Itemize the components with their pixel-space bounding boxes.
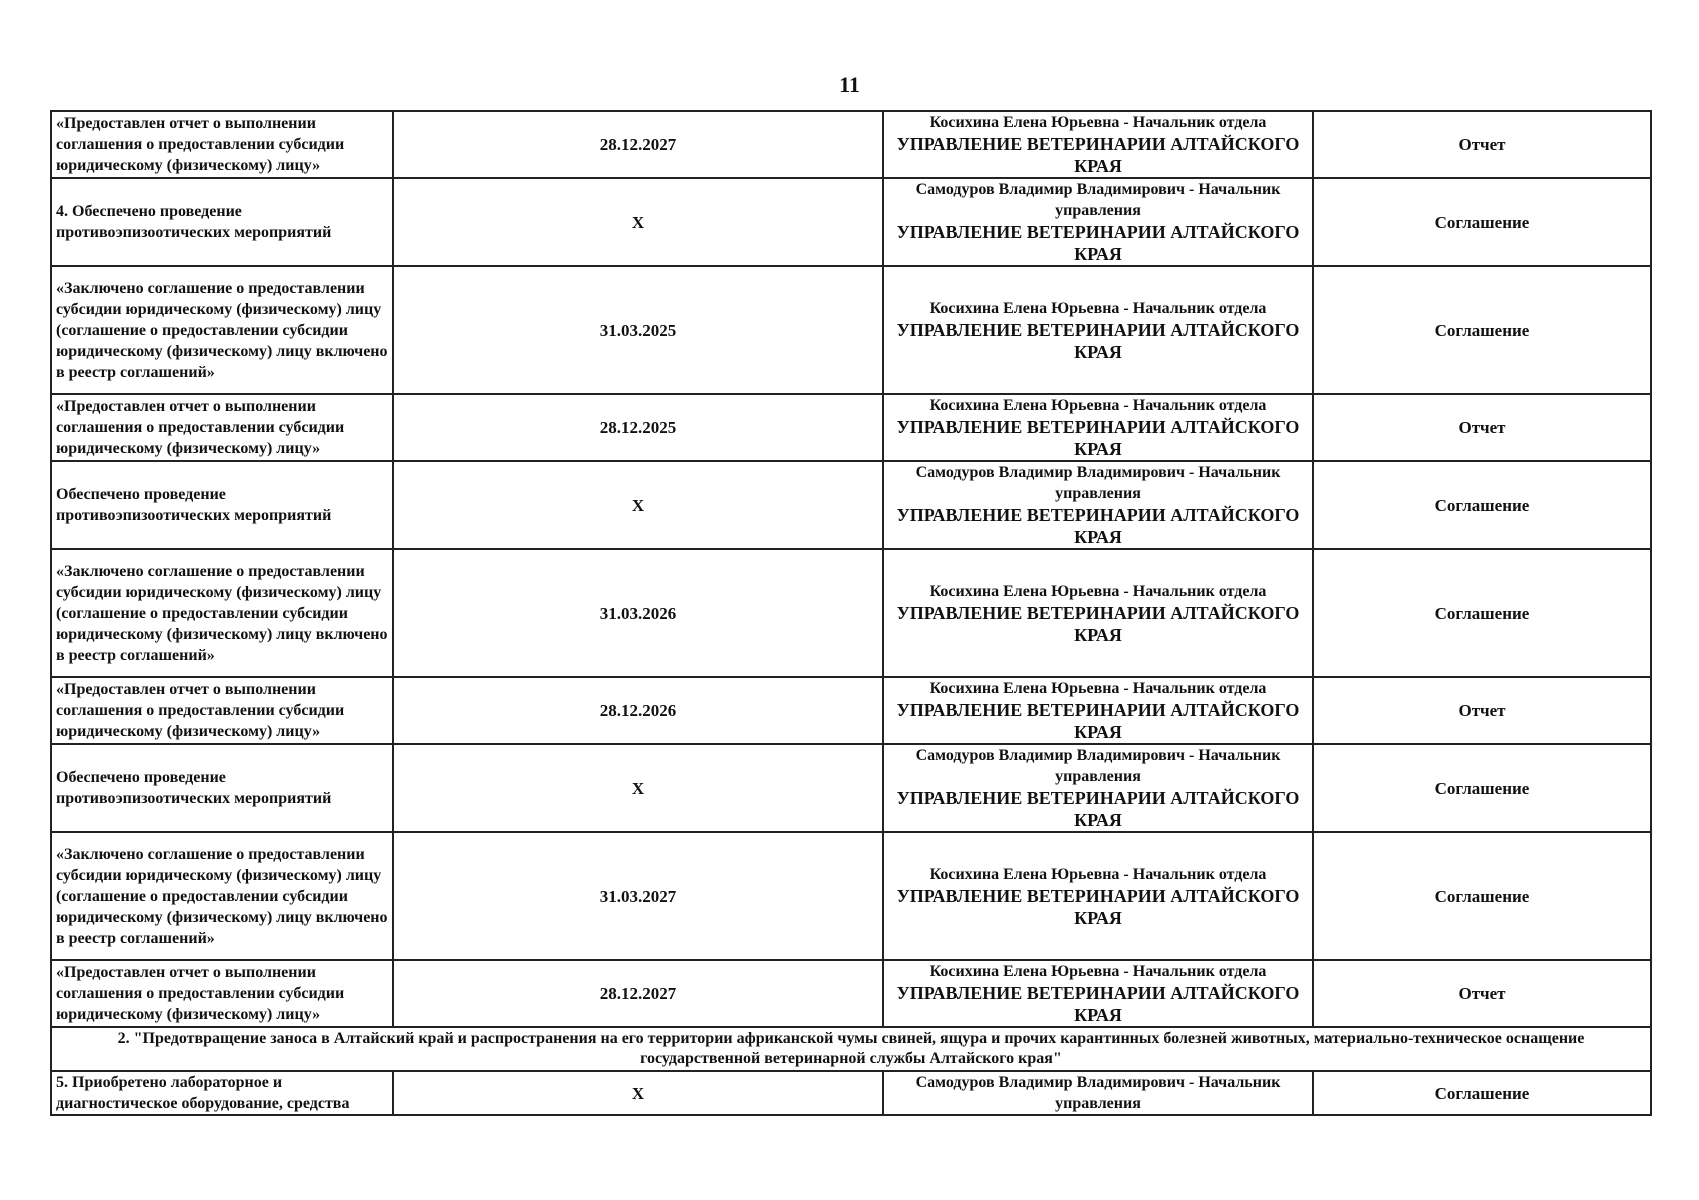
responsible-cell [883,1071,1313,1115]
section-title: 2. "Предотвращение заноса в Алтайский край и распространения на его территории африканской чумы свиней, ящура и прочих карантинных болезней животных, материально-техническое оснащение государственной ветеринарной службы Алтайского края" [51,1027,1651,1071]
responsible-cell [883,461,1313,549]
page-number: 11 [839,72,860,97]
event-date: 28.12.2026 [393,677,883,744]
event-date: 28.12.2025 [393,394,883,461]
event-name: «Предоставлен отчет о выполнении соглашения о предоставлении субсидии юридическому (физическому) лицу» [51,960,393,1027]
event-date: X [393,1071,883,1115]
responsible-cell [883,111,1313,178]
result-name: Обеспечено проведение противоэпизоотических мероприятий [51,744,393,832]
event-name: «Предоставлен отчет о выполнении соглашения о предоставлении субсидии юридическому (физическому) лицу» [51,111,393,178]
responsible-org: УПРАВЛЕНИЕ ВЕТЕРИНАРИИ АЛТАЙСКОГО КРАЯ [896,788,1300,830]
responsible-person: Косихина Елена Юрьевна - Начальник отдела [929,680,1267,697]
result-name: Обеспечено проведение противоэпизоотических мероприятий [51,461,393,549]
table-row [51,111,1651,178]
document-type: Соглашение [1313,832,1651,960]
responsible-person: Самодуров Владимир Владимирович - Начальник управления [915,464,1281,502]
document-type: Соглашение [1313,1071,1651,1115]
event-date: 28.12.2027 [393,960,883,1027]
document-type: Соглашение [1313,744,1651,832]
responsible-cell [883,266,1313,394]
table-row [51,960,1651,1027]
responsible-cell [883,744,1313,832]
document-type: Соглашение [1313,266,1651,394]
responsible-cell [883,549,1313,677]
responsible-org: УПРАВЛЕНИЕ ВЕТЕРИНАРИИ АЛТАЙСКОГО КРАЯ [896,602,1300,645]
table-row [51,1071,1651,1115]
responsible-cell [883,178,1313,266]
responsible-cell [883,960,1313,1027]
responsible-org: УПРАВЛЕНИЕ ВЕТЕРИНАРИИ АЛТАЙСКОГО КРАЯ [896,983,1300,1025]
event-date: X [393,744,883,832]
event-name: «Заключено соглашение о предоставлении субсидии юридическому (физическому) лицу (соглашение о предоставлении субсидии юридическому (физическому) лицу включено в реестр соглашений» [51,549,393,677]
table-row [51,677,1651,744]
responsible-org: УПРАВЛЕНИЕ ВЕТЕРИНАРИИ АЛТАЙСКОГО КРАЯ [896,505,1300,547]
responsible-person: Самодуров Владимир Владимирович - Начальник управления [915,747,1281,785]
document-type: Отчет [1313,394,1651,461]
responsible-person: Косихина Елена Юрьевна - Начальник отдела [929,397,1267,414]
table-row [51,832,1651,960]
responsible-org: УПРАВЛЕНИЕ ВЕТЕРИНАРИИ АЛТАЙСКОГО КРАЯ [896,222,1300,264]
document-type: Соглашение [1313,178,1651,266]
event-date: 31.03.2026 [393,549,883,677]
responsible-person: Косихина Елена Юрьевна - Начальник отдела [929,299,1267,317]
control-points-table [50,110,1652,1116]
event-date: X [393,178,883,266]
responsible-org: УПРАВЛЕНИЕ ВЕТЕРИНАРИИ АЛТАЙСКОГО КРАЯ [896,700,1300,742]
responsible-org: УПРАВЛЕНИЕ ВЕТЕРИНАРИИ АЛТАЙСКОГО КРАЯ [896,319,1300,362]
table-row [51,461,1651,549]
event-name: «Заключено соглашение о предоставлении субсидии юридическому (физическому) лицу (соглашение о предоставлении субсидии юридическому (физическому) лицу включено в реестр соглашений» [51,266,393,394]
event-date: 31.03.2027 [393,832,883,960]
responsible-person: Самодуров Владимир Владимирович - Начальник управления [915,1074,1281,1112]
table-row [51,266,1651,394]
responsible-org: УПРАВЛЕНИЕ ВЕТЕРИНАРИИ АЛТАЙСКОГО КРАЯ [896,417,1300,459]
section-row [51,1027,1651,1071]
responsible-person: Косихина Елена Юрьевна - Начальник отдела [929,582,1267,600]
responsible-cell [883,832,1313,960]
responsible-org: УПРАВЛЕНИЕ ВЕТЕРИНАРИИ АЛТАЙСКОГО КРАЯ [896,134,1300,176]
event-name: «Предоставлен отчет о выполнении соглашения о предоставлении субсидии юридическому (физическому) лицу» [51,677,393,744]
event-date: X [393,461,883,549]
result-name: 5. Приобретено лабораторное и диагностическое оборудование, средства [51,1071,393,1115]
table-row [51,549,1651,677]
document-type: Соглашение [1313,549,1651,677]
table-row [51,744,1651,832]
document-type: Отчет [1313,111,1651,178]
result-name: 4. Обеспечено проведение противоэпизоотических мероприятий [51,178,393,266]
responsible-person: Косихина Елена Юрьевна - Начальник отдела [929,865,1267,883]
responsible-cell [883,677,1313,744]
event-name: «Предоставлен отчет о выполнении соглашения о предоставлении субсидии юридическому (физическому) лицу» [51,394,393,461]
table-row [51,394,1651,461]
responsible-cell [883,394,1313,461]
responsible-person: Самодуров Владимир Владимирович - Начальник управления [915,181,1281,219]
responsible-org: УПРАВЛЕНИЕ ВЕТЕРИНАРИИ АЛТАЙСКОГО КРАЯ [896,885,1300,928]
document-type: Соглашение [1313,461,1651,549]
document-type: Отчет [1313,677,1651,744]
event-date: 31.03.2025 [393,266,883,394]
table-row [51,178,1651,266]
document-type: Отчет [1313,960,1651,1027]
event-date: 28.12.2027 [393,111,883,178]
responsible-person: Косихина Елена Юрьевна - Начальник отдела [929,114,1267,131]
responsible-person: Косихина Елена Юрьевна - Начальник отдела [929,963,1267,980]
event-name: «Заключено соглашение о предоставлении субсидии юридическому (физическому) лицу (соглашение о предоставлении субсидии юридическому (физическому) лицу включено в реестр соглашений» [51,832,393,960]
